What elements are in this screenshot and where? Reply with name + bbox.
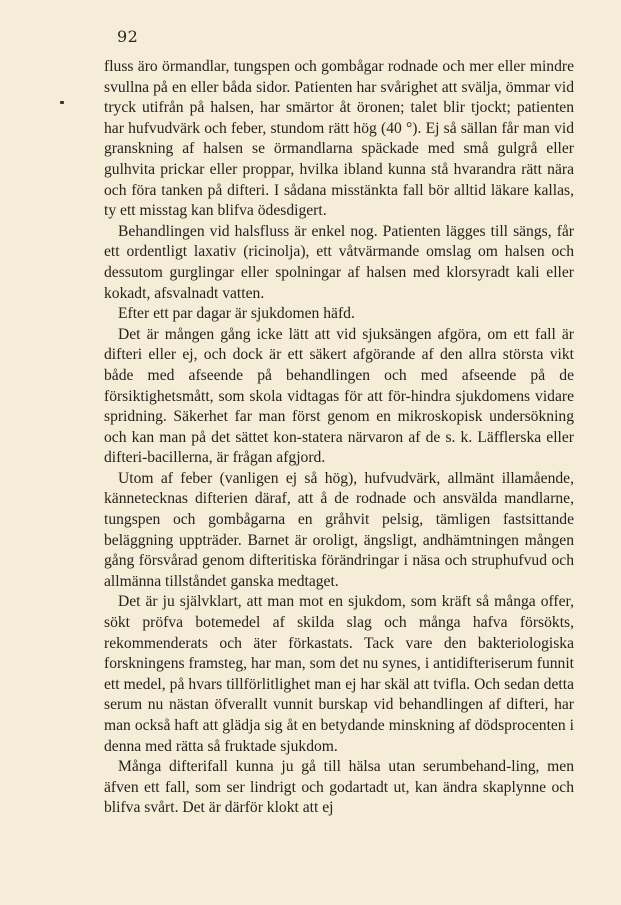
margin-mark (60, 101, 64, 104)
body-text (104, 57, 574, 819)
paragraph-6: Det är ju självklart, att man mot en sjukdom, som kräft så många offer, sökt pröfva botemedel af skilda slag och många hafva försökts, rekommenderats och äter förkastats. Tack vare den bakteriologiska forskningens framsteg, har man, som det nu synes, i antidifteriserum funnit ett medel, på hvars tillförlitlighet man ej har skäl att tvifla. Och sedan detta serum nu nästan öfverallt vunnit burskap vid behandlingen af difteri, har man också haft att glädja sig åt en betydande minskning af dödsprocenten i denna med rätta så fruktade sjukdom. (104, 593, 574, 755)
paragraph-4: Det är mången gång icke lätt att vid sjuksängen afgöra, om ett fall är difteri eller ej, och dock är ett säkert afgörande af den allra största vikt både med afseende på behandlingen och med afseende på de försiktighetsmått, som skola vidtagas för att för-hindra sjukdomens vidare spridning. Säkerhet far man först genom en mikroskopisk undersökning och kan man på det sättet kon-statera närvaron af de s. k. Läfflerska eller difteri-bacillerna, är frågan afgjord. (104, 325, 574, 467)
paragraph-1: fluss äro örmandlar, tungspen och gombågar rodnade och mer eller mindre svullna på en eller båda sidor. Patienten har svårighet att svälja, ömmar vid tryck utifrån på halsen, har smärtor åt öronen; talet blir tjockt; patienten har hufvudvärk och feber, stundom rätt hög (40 °). Ej så sällan får man vid granskning af halsen se örmandlarna späckade med små gulgrå eller gulhvita prickar eller proppar, hvilka ibland kunna stå hvarandra rätt nära och föra tanken på difteri. I sådana misstänkta fall bör alltid läkare kallas, ty ett misstag kan blifva ödesdigert. (104, 58, 574, 220)
paragraph-5: Utom af feber (vanligen ej så hög), hufvudvärk, allmänt illamående, kännetecknas difterien däraf, att å de rodnade och ansvälda mandlarne, tungspen och gombågarna en gråhvit pelsig, tämligen fastsittande beläggning uppträder. Barnet är oroligt, ängsligt, andhämtningen mången gång försvårad genom difteritiska förändringar i näsa och struphufvud och allmänna tillståndet ganska medtaget. (104, 469, 574, 590)
paragraph-2: Behandlingen vid halsfluss är enkel nog. Patienten lägges till sängs, får ett ordentligt laxativ (ricinolja), ett våtvärmande omslag om halsen och dessutom gurglingar eller spolningar af halsen med klorsyradt kali eller kokadt, afsvalnadt vatten. (104, 222, 574, 302)
paragraph-7: Många difterifall kunna ju gå till hälsa utan serumbehand-ling, men äfven ett fall, som ser lindrigt och godartadt ut, kan ändra skaplynne och blifva svårt. Det är därför klokt att ej (104, 758, 574, 817)
paragraph-3: Efter ett par dagar är sjukdomen häfd. (118, 305, 355, 323)
page-number: 92 (117, 27, 139, 46)
